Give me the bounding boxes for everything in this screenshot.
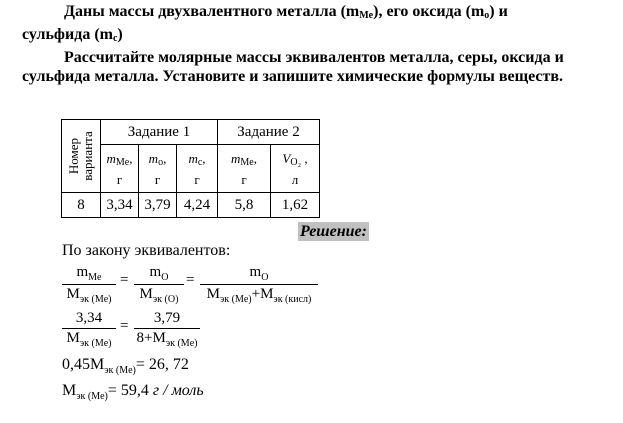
task-line-1 [22, 2, 612, 25]
result-line-1: $0,45M_{эк (Me)}= 26$, 72 [62, 356, 189, 377]
fraction-5: 3,79 $8+M_{эк (Me)}$ [134, 310, 200, 349]
fraction-1: $m_{Me}$ $M_{эк (Me)}$ [62, 264, 116, 305]
col-m-me-2: $m_{Me}$, г [218, 145, 271, 193]
unit-g-mol: г / моль [152, 382, 204, 399]
equals-2: = [186, 272, 195, 288]
sub-me: Me [359, 10, 374, 21]
task-line1-a: Даны массы двухвалентного металла (m [64, 3, 360, 20]
sub-o: o [484, 10, 490, 21]
law-text: По закону эквивалентов: [62, 242, 231, 259]
table-row [62, 193, 320, 218]
result-line-2: $M_{эк (Me)}= 59,4$ г / моль [62, 382, 204, 403]
sub-c: c [112, 33, 118, 44]
col-m-me: $m_{Me}$, г [101, 145, 139, 193]
fraction-3: $m_O$ $M_{эк (Me)}+M_{эк (кисл)}$ [200, 264, 318, 305]
task-line2-a: сульфида (m [22, 26, 113, 43]
col-m-o: $m_o$, г [139, 145, 177, 193]
col-v-o2: $V_{O_2}$ , л [271, 145, 320, 193]
cell-m-c: 4,24 [177, 193, 218, 218]
task-paragraph-2: Рассчитайте молярные массы эквивалентов металла, серы, оксида и сульфида металла. Установите и запишите химические формулы веществ. [22, 49, 564, 85]
cell-variant: 8 [62, 193, 101, 218]
fraction-2: $m_O$ $M_{эк (O)}$ [134, 264, 184, 305]
cell-m-me-2: 5,8 [218, 193, 271, 218]
cell-v-o2: 1,62 [271, 193, 320, 218]
equals-1: = [120, 272, 129, 288]
cell-m-o: 3,79 [139, 193, 177, 218]
task-line1-c: ) и [489, 3, 508, 20]
variant-header: Номер варианта [66, 131, 95, 181]
task-text [22, 2, 612, 86]
col-m-c: $m_c$, г [177, 145, 218, 193]
task1-header: Задание 1 [101, 120, 218, 145]
task-line1-b: ), его оксида (m [373, 3, 485, 20]
solution-label: Решение: [300, 223, 367, 240]
task-line-2 [22, 25, 612, 48]
cell-m-me: 3,34 [101, 193, 139, 218]
task2-header: Задание 2 [218, 120, 320, 145]
fraction-4: 3,34 $M_{эк (Me)}$ [62, 310, 116, 349]
variant-header-cell [62, 120, 101, 193]
data-table [61, 119, 320, 218]
equals-3: = [120, 318, 129, 334]
task-line2-b: ) [117, 26, 123, 43]
